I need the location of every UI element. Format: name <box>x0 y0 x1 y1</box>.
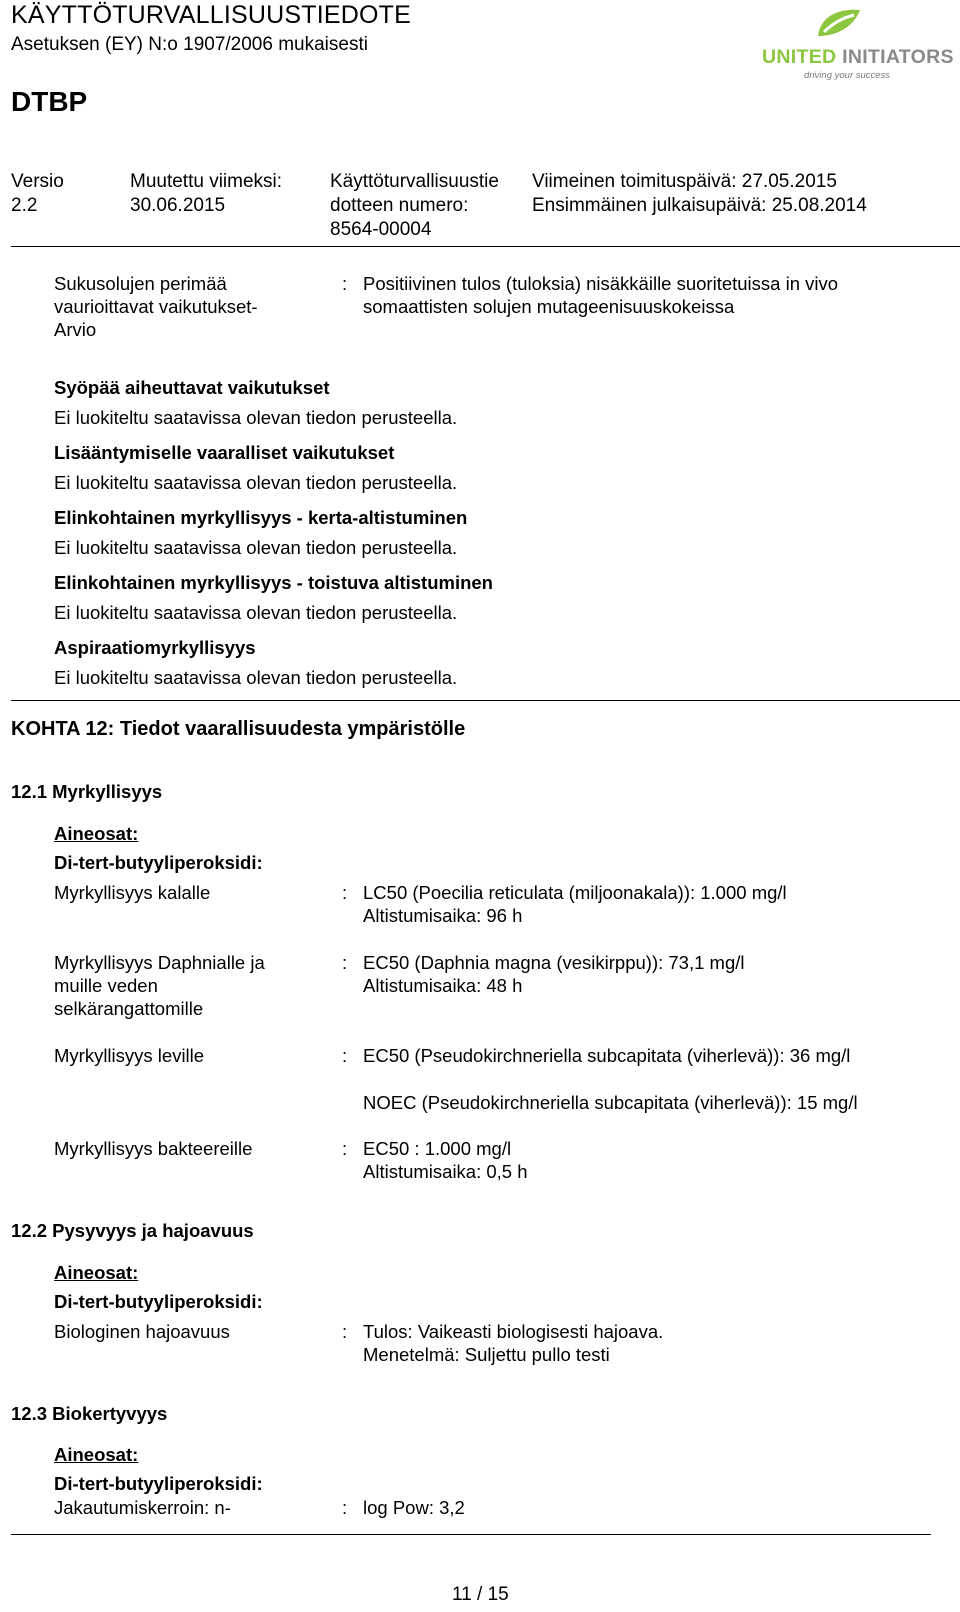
page-number: 11 / 15 <box>452 1584 509 1605</box>
fish-toxicity-label: Myrkyllisyys kalalle <box>54 882 211 903</box>
section-12-1-title: 12.1 Myrkyllisyys <box>11 781 163 802</box>
logo-brand-text <box>762 46 954 69</box>
company-logo <box>762 6 958 81</box>
stot-repeated-heading: Elinkohtainen myrkyllisyys - toistuva altistuminen <box>54 572 493 593</box>
daphnia-toxicity-label-line1: Myrkyllisyys Daphnialle ja <box>54 952 265 973</box>
last-issue-date: Viimeinen toimituspäivä: 27.05.2015 <box>532 171 837 192</box>
sds-number-value: 8564-00004 <box>330 219 432 240</box>
biodegradability-result: Tulos: Vaikeasti biologisesti hajoava. <box>363 1321 664 1342</box>
partition-coefficient-colon: : <box>342 1497 348 1518</box>
components-label-12-1: Aineosat: <box>54 823 139 844</box>
biodegradability-colon: : <box>342 1321 348 1342</box>
components-label-12-2: Aineosat: <box>54 1262 139 1283</box>
bacteria-exposure-time: Altistumisaika: 0,5 h <box>363 1161 528 1182</box>
document-title: KÄYTTÖTURVALLISUUSTIEDOTE <box>11 1 411 29</box>
partition-coefficient-value: log Pow: 3,2 <box>363 1497 465 1518</box>
substance-name-12-1: Di-tert-butyyliperoksidi: <box>54 852 263 873</box>
revised-value: 30.06.2015 <box>130 195 226 216</box>
logo-tagline: driving your success <box>804 70 891 81</box>
first-issue-date: Ensimmäinen julkaisupäivä: 25.08.2014 <box>532 195 867 216</box>
footer-divider <box>11 1534 931 1535</box>
stot-repeated-text: Ei luokiteltu saatavissa olevan tiedon perusteella. <box>54 602 458 623</box>
reproductive-toxicity-text: Ei luokiteltu saatavissa olevan tiedon perusteella. <box>54 472 458 493</box>
section-12-3-title: 12.3 Biokertyvyys <box>11 1403 168 1424</box>
bacteria-toxicity-label: Myrkyllisyys bakteereille <box>54 1138 253 1159</box>
revised-label: Muutettu viimeksi: <box>130 171 283 192</box>
section-12-title: KOHTA 12: Tiedot vaarallisuudesta ympäristölle <box>11 718 466 740</box>
stot-single-heading: Elinkohtainen myrkyllisyys - kerta-altistuminen <box>54 507 468 528</box>
section-divider <box>11 700 960 701</box>
product-name: DTBP <box>11 86 88 117</box>
aspiration-heading: Aspiraatiomyrkyllisyys <box>54 637 256 658</box>
partition-coefficient-label: Jakautumiskerroin: n- <box>54 1497 231 1518</box>
daphnia-toxicity-label-line3: selkärangattomille <box>54 998 204 1019</box>
fish-exposure-time: Altistumisaika: 96 h <box>363 905 523 926</box>
aspiration-text: Ei luokiteltu saatavissa olevan tiedon perusteella. <box>54 667 458 688</box>
substance-name-12-3: Di-tert-butyyliperoksidi: <box>54 1473 263 1494</box>
logo-brand-second: INITIATORS <box>842 46 954 68</box>
substance-name-12-2: Di-tert-butyyliperoksidi: <box>54 1291 263 1312</box>
biodegradability-method: Menetelmä: Suljettu pullo testi <box>363 1344 610 1365</box>
algae-toxicity-label: Myrkyllisyys leville <box>54 1045 205 1066</box>
daphnia-toxicity-value: EC50 (Daphnia magna (vesikirppu)): 73,1 mg/l <box>363 952 745 973</box>
bacteria-toxicity-colon: : <box>342 1138 348 1159</box>
carcinogenicity-heading: Syöpää aiheuttavat vaikutukset <box>54 377 330 398</box>
leaf-logo-icon <box>814 6 864 40</box>
regulation-subtitle: Asetuksen (EY) N:o 1907/2006 mukaisesti <box>11 34 368 55</box>
mutagenicity-label-line2: vaurioittavat vaikutukset- <box>54 296 258 317</box>
version-label: Versio <box>11 171 64 192</box>
daphnia-toxicity-colon: : <box>342 952 348 973</box>
algae-toxicity-colon: : <box>342 1045 348 1066</box>
mutagenicity-label-line1: Sukusolujen perimää <box>54 273 227 294</box>
mutagenicity-value-line1: Positiivinen tulos (tuloksia) nisäkkäille suoritetuissa in vivo <box>363 273 839 294</box>
stot-single-text: Ei luokiteltu saatavissa olevan tiedon perusteella. <box>54 537 458 558</box>
bacteria-toxicity-value: EC50 : 1.000 mg/l <box>363 1138 512 1159</box>
section-12-2-title: 12.2 Pysyvyys ja hajoavuus <box>11 1220 254 1241</box>
components-label-12-3: Aineosat: <box>54 1444 139 1465</box>
algae-ec50-value: EC50 (Pseudokirchneriella subcapitata (viherlevä)): 36 mg/l <box>363 1045 851 1066</box>
sds-number-label-1: Käyttöturvallisuustie <box>330 171 499 192</box>
biodegradability-label: Biologinen hajoavuus <box>54 1321 230 1342</box>
mutagenicity-colon: : <box>342 273 348 294</box>
mutagenicity-value-line2: somaattisten solujen mutageenisuuskokeissa <box>363 296 735 317</box>
fish-toxicity-colon: : <box>342 882 348 903</box>
daphnia-exposure-time: Altistumisaika: 48 h <box>363 975 523 996</box>
algae-noec-value: NOEC (Pseudokirchneriella subcapitata (viherlevä)): 15 mg/l <box>363 1092 858 1113</box>
version-value: 2.2 <box>11 195 38 216</box>
logo-brand-first: UNITED <box>762 46 837 68</box>
mutagenicity-label-line3: Arvio <box>54 319 97 340</box>
daphnia-toxicity-label-line2: muille veden <box>54 975 158 996</box>
sds-number-label-2: dotteen numero: <box>330 195 469 216</box>
header-divider <box>11 246 960 247</box>
reproductive-toxicity-heading: Lisääntymiselle vaaralliset vaikutukset <box>54 442 395 463</box>
fish-toxicity-value: LC50 (Poecilia reticulata (miljoonakala)): 1.000 mg/l <box>363 882 787 903</box>
carcinogenicity-text: Ei luokiteltu saatavissa olevan tiedon perusteella. <box>54 407 458 428</box>
